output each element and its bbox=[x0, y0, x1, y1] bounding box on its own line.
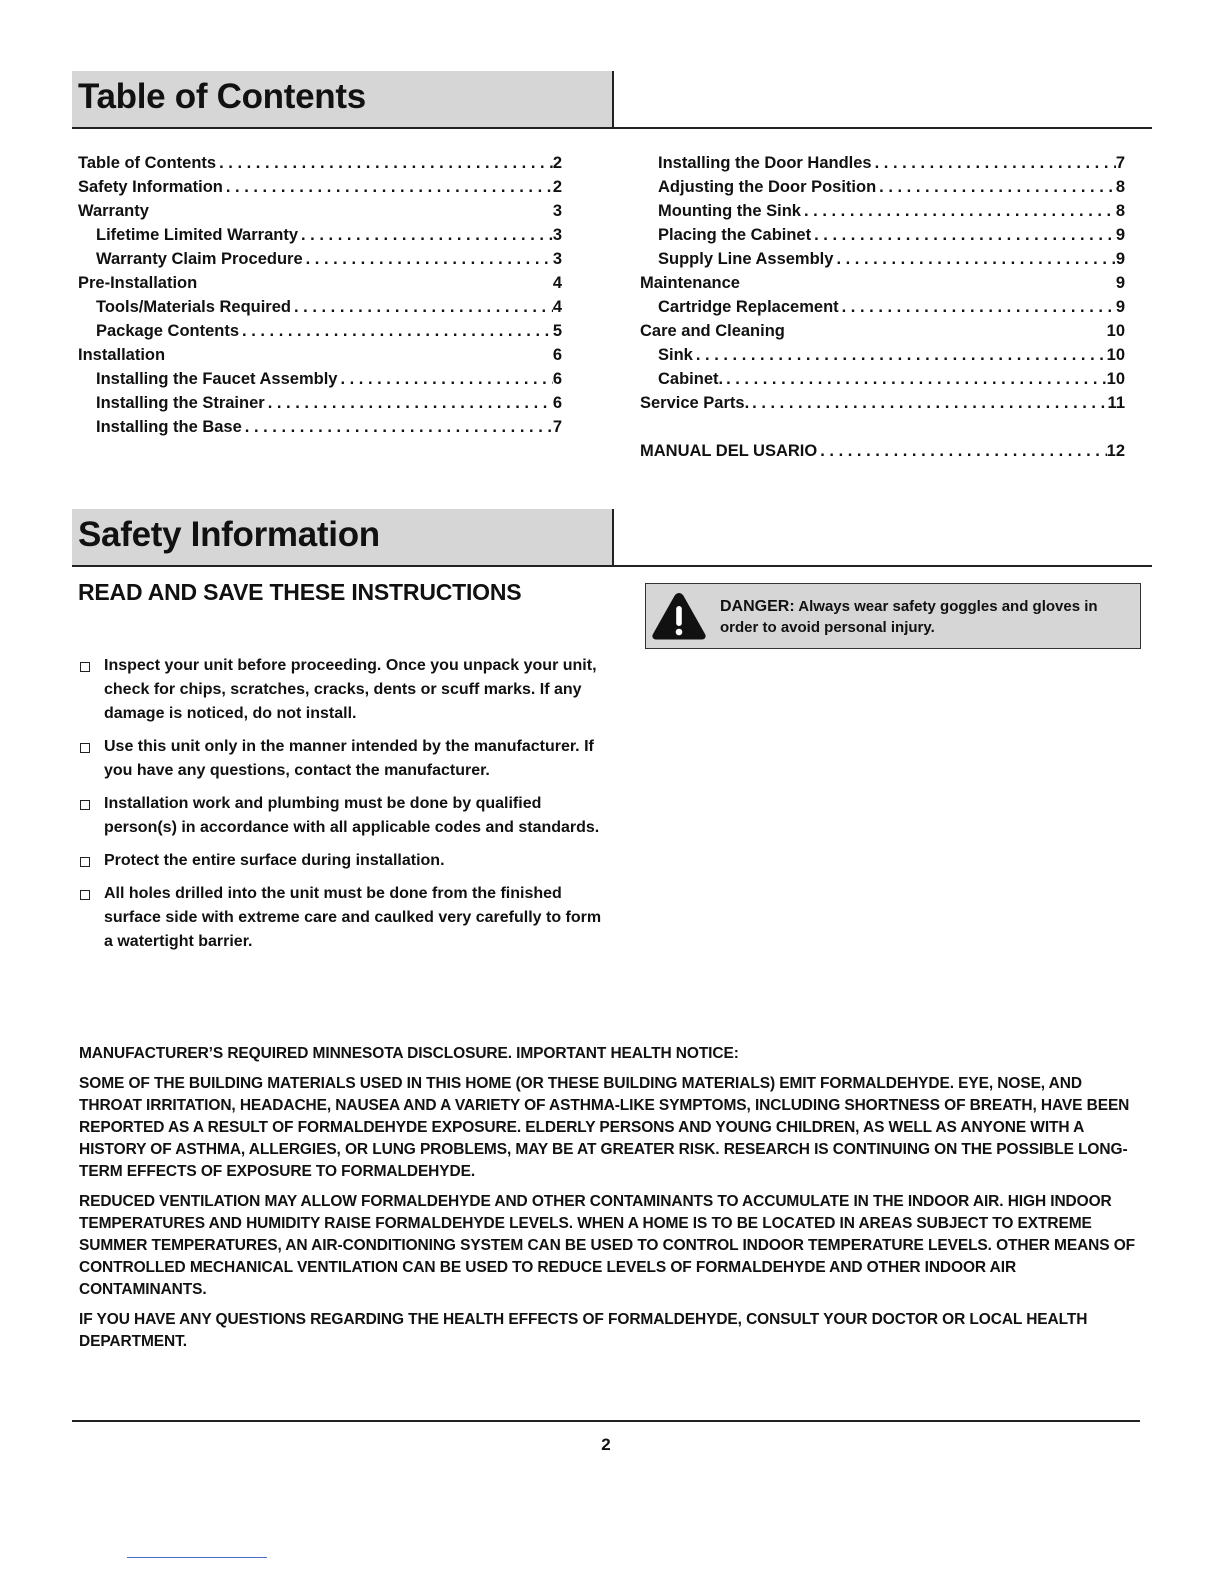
toc-entry bbox=[78, 151, 562, 175]
toc-dot-leader bbox=[216, 151, 553, 175]
toc-dot-leader bbox=[872, 151, 1116, 175]
toc-dot-leader bbox=[749, 391, 1107, 415]
toc-entry-title: Cabinet. bbox=[658, 370, 724, 388]
toc-entry-page: 8 bbox=[1115, 178, 1125, 196]
page-number: 2 bbox=[601, 1435, 611, 1454]
checkbox-square-icon bbox=[80, 800, 90, 810]
toc-dot-leader bbox=[291, 295, 553, 319]
safety-bullet bbox=[78, 735, 608, 783]
toc-entry-title: Service Parts. bbox=[640, 394, 750, 412]
toc-entry bbox=[640, 223, 1125, 247]
toc-entry-page: 10 bbox=[1106, 322, 1125, 340]
toc-entry bbox=[78, 247, 562, 271]
toc-entry bbox=[78, 367, 562, 391]
toc-entry-page: 3 bbox=[552, 226, 562, 244]
toc-entry-title: Tools/Materials Required bbox=[96, 298, 291, 316]
toc-entry-title: Table of Contents bbox=[78, 154, 217, 172]
toc-entry bbox=[78, 223, 562, 247]
safety-bullet-text: All holes drilled into the unit must be done from the finished surface side with extreme care and caulked very carefully to form a watertight barrier. bbox=[104, 885, 602, 950]
danger-label: DANGER: bbox=[720, 598, 795, 615]
disclosure-paragraph: SOME OF THE BUILDING MATERIALS USED IN THIS HOME (OR THESE BUILDING MATERIALS) EMIT FORMALDEHYDE. EYE, NOSE, AND THROAT IRRITATION, HEADACHE, NAUSEA AND A VARIETY OF ASTHMA-LIKE SYMPTOMS, INCLUDING SHORTNESS OF BREATH, HAVE BEEN REPORTED AS A RESULT OF FORMALDEHYDE EXPOSURE. ELDERLY PERSONS AND YOUNG CHILDREN, AS WELL AS ANYONE WITH A HISTORY OF ASTHMA, ALLERGIES, OR LUNG PROBLEMS, MAY BE AT GREATER RISK. RESEARCH IS CONTINUING ON THE POSSIBLE LONG-TERM EFFECTS OF EXPOSURE TO FORMALDEHYDE. bbox=[79, 1075, 1130, 1180]
safety-bullet-text: Inspect your unit before proceeding. Once you unpack your unit, check for chips, scratches, cracks, dents or scuff marks. If any damage is noticed, do not install. bbox=[104, 657, 597, 722]
toc-dot-leader bbox=[223, 175, 553, 199]
toc-header-tab bbox=[72, 71, 614, 127]
toc-entry-page: 9 bbox=[1115, 226, 1125, 244]
toc-dot-leader bbox=[833, 247, 1115, 271]
toc-entry-title: Supply Line Assembly bbox=[658, 250, 834, 268]
toc-entry-title: Installing the Door Handles bbox=[658, 154, 872, 172]
toc-entry-title: Warranty bbox=[78, 202, 149, 220]
checkbox-square-icon bbox=[80, 857, 90, 867]
toc-left-column bbox=[78, 151, 562, 439]
minnesota-disclosure bbox=[79, 1043, 1139, 1361]
toc-dot-leader bbox=[876, 175, 1116, 199]
toc-entry bbox=[78, 199, 562, 223]
toc-entry-page: 7 bbox=[552, 418, 562, 436]
toc-entry-title: Maintenance bbox=[640, 274, 740, 292]
toc-entry bbox=[78, 391, 562, 415]
toc-entry bbox=[640, 199, 1125, 223]
toc-entry bbox=[640, 151, 1125, 175]
toc-entry bbox=[78, 343, 562, 367]
toc-entry bbox=[640, 271, 1125, 295]
disclosure-paragraph: MANUFACTURER’S REQUIRED MINNESOTA DISCLOSURE. IMPORTANT HEALTH NOTICE: bbox=[79, 1045, 739, 1062]
toc-entry bbox=[78, 175, 562, 199]
toc-entry-title: Lifetime Limited Warranty bbox=[96, 226, 299, 244]
toc-entry-title: Installing the Strainer bbox=[96, 394, 265, 412]
danger-message bbox=[720, 596, 1130, 638]
toc-entry-title: Mounting the Sink bbox=[658, 202, 801, 220]
toc-entry-title: Cartridge Replacement bbox=[658, 298, 839, 316]
toc-dot-leader bbox=[337, 367, 552, 391]
toc-entry-page: 9 bbox=[1115, 274, 1125, 292]
toc-dot-leader bbox=[723, 367, 1107, 391]
disclosure-paragraph: REDUCED VENTILATION MAY ALLOW FORMALDEHYDE AND OTHER CONTAMINANTS TO ACCUMULATE IN THE INDOOR AIR. HIGH INDOOR TEMPERATURES AND HUMIDITY RAISE FORMALDEHYDE LEVELS. WHEN A HOME IS TO BE LOCATED IN AREAS SUBJECT TO EXTREME SUMMER TEMPERATURES, AN AIR-CONDITIONING SYSTEM CAN BE USED TO CONTROL INDOOR TEMPERATURE LEVELS. OTHER MEANS OF CONTROLLED MECHANICAL VENTILATION CAN BE USED TO REDUCE LEVELS OF FORMALDEHYDE AND OTHER INDOOR AIR CONTAMINANTS. bbox=[79, 1193, 1136, 1298]
toc-entry bbox=[640, 439, 1125, 463]
safety-bullet-text: Protect the entire surface during installation. bbox=[104, 852, 445, 869]
toc-entry-page: 7 bbox=[1115, 154, 1125, 172]
toc-entry bbox=[640, 367, 1125, 391]
toc-entry-page: 6 bbox=[552, 370, 562, 388]
instructions-subheading: READ AND SAVE THESE INSTRUCTIONS bbox=[78, 579, 522, 605]
toc-entry-title: Adjusting the Door Position bbox=[658, 178, 877, 196]
toc-entry-page: 3 bbox=[552, 250, 562, 268]
toc-header bbox=[72, 71, 1152, 129]
toc-entry bbox=[78, 295, 562, 319]
toc-dot-leader bbox=[303, 247, 553, 271]
toc-entry bbox=[78, 319, 562, 343]
safety-heading: Safety Information bbox=[78, 515, 380, 554]
toc-entry-title: Installing the Base bbox=[96, 418, 242, 436]
toc-entry-page: 5 bbox=[552, 322, 562, 340]
toc-right-column bbox=[640, 151, 1125, 463]
safety-bullet-list bbox=[78, 654, 608, 963]
toc-entry bbox=[78, 271, 562, 295]
checkbox-square-icon bbox=[80, 662, 90, 672]
warning-triangle-icon bbox=[650, 590, 708, 642]
footer-rule bbox=[72, 1420, 1140, 1422]
toc-entry bbox=[640, 343, 1125, 367]
toc-entry bbox=[640, 391, 1125, 415]
toc-heading: Table of Contents bbox=[78, 77, 366, 116]
toc-entry-title: Placing the Cabinet bbox=[658, 226, 812, 244]
toc-entry-title: Care and Cleaning bbox=[640, 322, 785, 340]
toc-entry bbox=[640, 247, 1125, 271]
checkbox-square-icon bbox=[80, 890, 90, 900]
toc-dot-leader bbox=[817, 439, 1106, 463]
toc-entry bbox=[640, 319, 1125, 343]
toc-dot-leader bbox=[839, 295, 1116, 319]
toc-entry-page: 9 bbox=[1115, 250, 1125, 268]
toc-dot-leader bbox=[693, 343, 1107, 367]
toc-dot-leader bbox=[265, 391, 553, 415]
toc-entry-title: Installation bbox=[78, 346, 166, 364]
toc-entry-page: 8 bbox=[1115, 202, 1125, 220]
toc-entry-page: 2 bbox=[552, 154, 562, 172]
toc-dot-leader bbox=[242, 415, 553, 439]
toc-entry bbox=[640, 295, 1125, 319]
toc-entry-page: 2 bbox=[552, 178, 562, 196]
danger-notice bbox=[645, 583, 1141, 649]
toc-entry-page: 4 bbox=[552, 298, 562, 316]
toc-entry-page: 6 bbox=[552, 394, 562, 412]
safety-header bbox=[72, 509, 1152, 567]
toc-entry-page: 12 bbox=[1106, 442, 1125, 460]
toc-entry-title: Warranty Claim Procedure bbox=[96, 250, 303, 268]
danger-text: Always wear safety goggles and gloves in order to avoid personal injury. bbox=[720, 598, 1098, 636]
toc-entry-page: 10 bbox=[1106, 346, 1125, 364]
safety-bullet bbox=[78, 792, 608, 840]
toc-entry-title: Installing the Faucet Assembly bbox=[96, 370, 338, 388]
toc-dot-leader bbox=[298, 223, 553, 247]
safety-bullet bbox=[78, 654, 608, 726]
checkbox-square-icon bbox=[80, 743, 90, 753]
toc-entry-title: MANUAL DEL USARIO bbox=[640, 442, 818, 460]
toc-dot-leader bbox=[811, 223, 1116, 247]
disclosure-paragraph: IF YOU HAVE ANY QUESTIONS REGARDING THE HEALTH EFFECTS OF FORMALDEHYDE, CONSULT YOUR DOCTOR OR LOCAL HEALTH DEPARTMENT. bbox=[79, 1311, 1088, 1350]
toc-dot-leader bbox=[239, 319, 553, 343]
toc-entry bbox=[640, 175, 1125, 199]
toc-dot-leader bbox=[801, 199, 1116, 223]
footer-link-line bbox=[127, 1557, 267, 1558]
safety-header-tab bbox=[72, 509, 614, 565]
safety-bullet bbox=[78, 882, 608, 954]
toc-entry-title: Sink bbox=[658, 346, 693, 364]
toc-entry-page: 3 bbox=[552, 202, 562, 220]
safety-bullet-text: Use this unit only in the manner intended by the manufacturer. If you have any questions, contact the manufacturer. bbox=[104, 738, 594, 779]
toc-entry-page: 11 bbox=[1107, 394, 1125, 412]
toc-entry-title: Safety Information bbox=[78, 178, 223, 196]
toc-entry-title: Pre-Installation bbox=[78, 274, 198, 292]
toc-entry bbox=[78, 415, 562, 439]
toc-entry-page: 9 bbox=[1115, 298, 1125, 316]
toc-entry-page: 4 bbox=[552, 274, 562, 292]
safety-bullet-text: Installation work and plumbing must be done by qualified person(s) in accordance with all applicable codes and standards. bbox=[104, 795, 600, 836]
toc-entry-page: 10 bbox=[1106, 370, 1125, 388]
safety-bullet bbox=[78, 849, 608, 873]
toc-entry-page: 6 bbox=[552, 346, 562, 364]
toc-entry-title: Package Contents bbox=[96, 322, 240, 340]
